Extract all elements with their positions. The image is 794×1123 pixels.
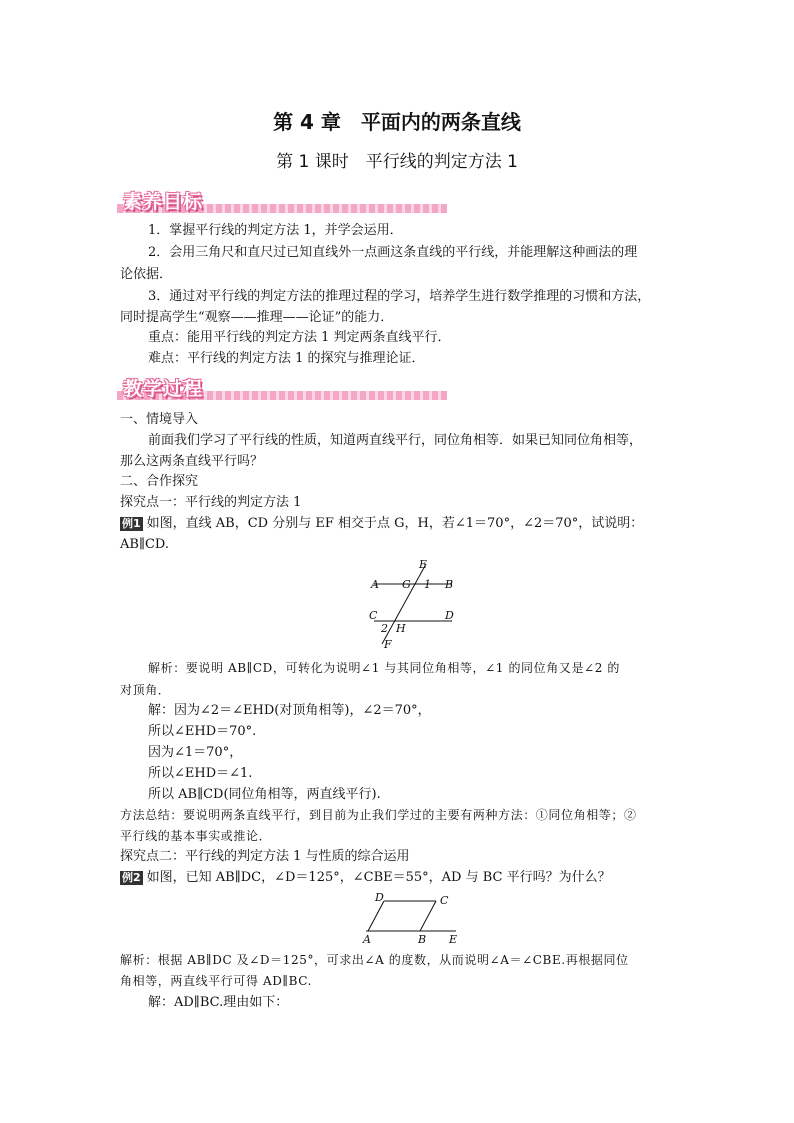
label-e: E	[449, 933, 458, 946]
label-h: H	[396, 622, 406, 635]
example2-tag: 例2	[122, 871, 141, 884]
analysis1-text: 对顶角．	[120, 683, 171, 697]
process-banner	[117, 376, 447, 402]
chapter-title: 第 4 章 平面内的两条直线	[273, 110, 521, 134]
point2-heading: 探究点二：平行线的判定方法 1 与性质的综合运用	[120, 849, 410, 864]
solution1-step: 所以∠EHD＝70°.	[148, 724, 257, 739]
analysis2-text: 解析：根据 AB∥DC 及∠D＝125°，可求出∠A 的度数，从而说明∠A＝∠CBE.再根据同位	[120, 953, 629, 967]
goals-banner-label: 素养目标	[123, 191, 204, 213]
key-point: 重点：能用平行线的判定方法 1 判定两条直线平行．	[148, 330, 451, 345]
process-banner-label: 教学过程	[123, 378, 204, 400]
figure-1-parallel-lines	[360, 556, 470, 652]
goal-line: 3．通过对平行线的判定方法的推理过程的学习，培养学生进行数学推理的习惯和方法，	[148, 289, 651, 304]
goal-line: 2．会用三角尺和直尺过已知直线外一点画这条直线的平行线，并能理解这种画法的理	[148, 245, 638, 260]
label-g: G	[402, 578, 411, 591]
label-b: B	[418, 933, 427, 946]
solution1-step: 所以 AB∥CD(同位角相等，两直线平行).	[148, 787, 381, 802]
line-bc	[420, 901, 436, 931]
label-c: C	[369, 609, 378, 622]
example1-question-cont: AB∥CD.	[120, 537, 169, 552]
analysis1-text: 解析：要说明 AB∥CD，可转化为说明∠1 与其同位角相等，∠1 的同位角又是∠2 的	[148, 661, 620, 675]
lesson-title: 第 1 课时 平行线的判定方法 1	[276, 152, 518, 172]
part1-heading: 一、情境导入	[120, 412, 199, 427]
example1-tag: 例1	[122, 517, 141, 530]
analysis2-text: 角相等，两直线平行可得 AD∥BC.	[120, 974, 313, 988]
line-ad	[368, 901, 384, 931]
label-b: B	[445, 578, 454, 591]
example1-question	[120, 514, 643, 534]
solution1-step: 因为∠1＝70°，	[148, 745, 243, 760]
label-f: F	[384, 638, 392, 651]
intro-text: 那么这两条直线平行吗？	[120, 454, 264, 469]
solution2-start: 解：AD∥BC.理由如下：	[148, 995, 289, 1010]
method-summary: 平行线的基本事实或推论．	[120, 829, 272, 843]
intro-text: 前面我们学习了平行线的性质，知道两直线平行，同位角相等．如果已知同位角相等，	[148, 433, 643, 448]
label-d: D	[445, 609, 454, 622]
label-e: E	[419, 558, 428, 571]
figure-2-parallelogram	[360, 888, 468, 946]
solution1-step: 解：因为∠2＝∠EHD(对顶角相等)，∠2＝70°，	[148, 703, 431, 718]
solution1-step: 所以∠EHD＝∠1.	[148, 766, 253, 781]
goal-line: 1．掌握平行线的判定方法 1，并学会运用．	[148, 223, 403, 238]
label-a: A	[363, 933, 371, 946]
point1-heading: 探究点一：平行线的判定方法 1	[120, 495, 302, 510]
difficult-point: 难点：平行线的判定方法 1 的探究与推理论证．	[148, 351, 425, 366]
example2-text: 如图，已知 AB∥DC，∠D＝125°，∠CBE＝55°，AD 与 BC 平行吗？为什么？	[146, 870, 611, 885]
label-angle-1: 1	[424, 578, 431, 591]
label-angle-2: 2	[381, 622, 388, 635]
label-d: D	[375, 891, 384, 904]
example2-question	[120, 868, 611, 888]
goals-banner	[117, 189, 447, 215]
goal-line: 同时提高学生“观察——推理——论证”的能力．	[120, 310, 394, 325]
label-c: C	[440, 894, 449, 907]
example1-text: 如图，直线 AB，CD 分别与 EF 相交于点 G，H，若∠1＝70°，∠2＝70°，试说明：	[146, 516, 644, 531]
method-summary: 方法总结：要说明两条直线平行，到目前为止我们学过的主要有两种方法：①同位角相等；②	[120, 808, 637, 822]
goal-line: 论依据．	[120, 267, 173, 282]
label-a: A	[371, 578, 379, 591]
part2-heading: 二、合作探究	[120, 474, 199, 489]
